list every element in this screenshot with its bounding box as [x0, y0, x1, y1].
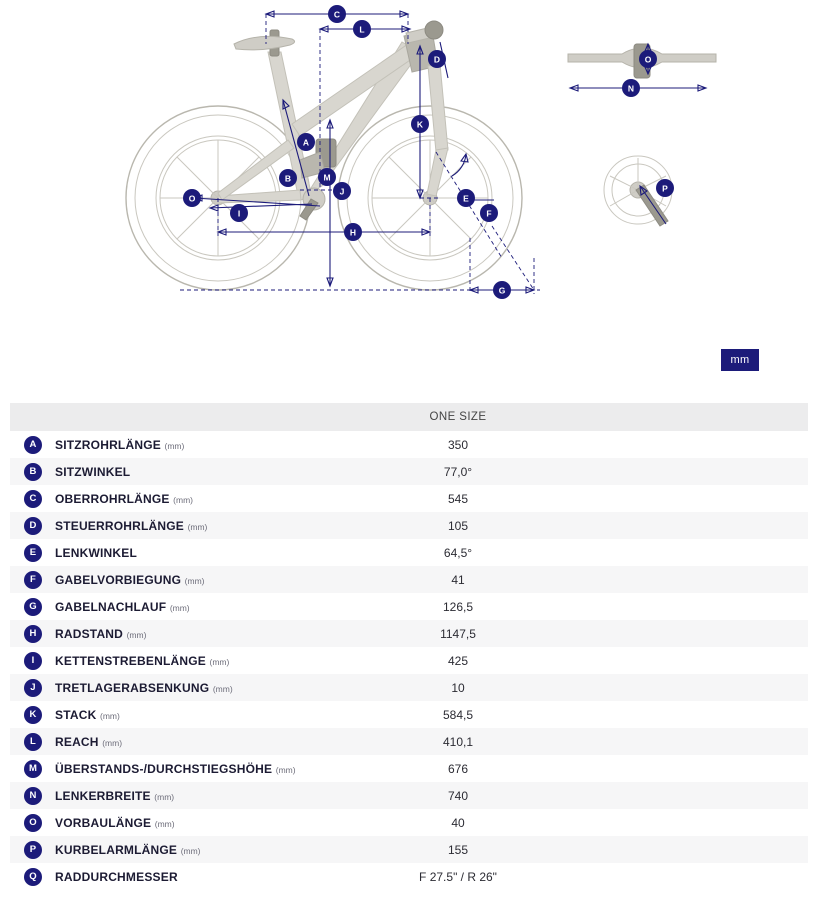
- row-badge-cell: [10, 566, 54, 593]
- callout-A: [297, 133, 315, 151]
- row-badge-cell: [10, 458, 54, 485]
- row-spacer: [608, 566, 808, 593]
- row-badge-cell: [10, 431, 54, 458]
- table-row: [10, 512, 808, 539]
- row-badge-cell: [10, 674, 54, 701]
- row-unit: (mm): [184, 575, 205, 586]
- callout-E: [457, 189, 475, 207]
- svg-text:K: K: [416, 119, 424, 130]
- row-unit: (mm): [209, 656, 230, 667]
- row-label: OBERROHRLÄNGE: [55, 491, 170, 506]
- svg-text:P: P: [662, 183, 668, 194]
- svg-text:B: B: [284, 173, 292, 184]
- header-measure: [10, 403, 308, 431]
- row-unit: (mm): [126, 629, 147, 640]
- row-spacer: [608, 512, 808, 539]
- table-row: [10, 620, 808, 647]
- row-label-cell: [54, 593, 308, 620]
- row-spacer: [608, 539, 808, 566]
- badge-p: P: [24, 841, 42, 859]
- row-label: RADSTAND: [55, 626, 124, 641]
- handlebar-detail: [568, 44, 716, 91]
- callout-B: [279, 169, 297, 187]
- badge-q: Q: [24, 868, 42, 886]
- row-label: GABELVORBIEGUNG: [55, 572, 182, 587]
- row-badge-cell: [10, 593, 54, 620]
- row-label: LENKWINKEL: [55, 545, 137, 560]
- row-spacer: [608, 458, 808, 485]
- badge-m: M: [24, 760, 42, 778]
- row-spacer: [608, 809, 808, 836]
- row-value: 41: [451, 572, 465, 587]
- callout-F: [480, 204, 498, 222]
- header-one-size: ONE SIZE: [308, 403, 608, 431]
- row-spacer: [608, 836, 808, 863]
- row-label: SITZROHRLÄNGE: [55, 437, 161, 452]
- row-spacer: [608, 863, 808, 890]
- row-value: 40: [451, 815, 465, 830]
- row-value: 545: [447, 491, 469, 506]
- svg-text:C: C: [333, 9, 341, 20]
- table-row: [10, 701, 808, 728]
- table-row: [10, 674, 808, 701]
- row-label-cell: [54, 863, 308, 890]
- svg-text:A: A: [302, 137, 310, 148]
- row-value: 350: [447, 437, 469, 452]
- row-badge-cell: [10, 485, 54, 512]
- table-row: [10, 485, 808, 512]
- row-value: 64,5°: [443, 545, 473, 560]
- svg-text:E: E: [463, 193, 469, 204]
- row-label: GABELNACHLAUF: [55, 599, 167, 614]
- table-row: [10, 458, 808, 485]
- svg-text:D: D: [433, 54, 441, 65]
- row-spacer: [608, 620, 808, 647]
- row-unit: (mm): [169, 602, 190, 613]
- row-spacer: [608, 647, 808, 674]
- row-spacer: [608, 728, 808, 755]
- header-spacer: [608, 403, 808, 431]
- row-unit: (mm): [180, 845, 201, 856]
- row-label-cell: [54, 809, 308, 836]
- svg-text:L: L: [359, 24, 365, 35]
- row-label: REACH: [55, 734, 99, 749]
- table-row: [10, 863, 808, 890]
- row-label: RADDURCHMESSER: [55, 869, 178, 884]
- table-row: [10, 728, 808, 755]
- row-badge-cell: [10, 863, 54, 890]
- row-label: TRETLAGERABSENKUNG: [55, 680, 210, 695]
- row-value: 425: [447, 653, 469, 668]
- callout-M: [318, 168, 336, 186]
- row-label-cell: [54, 836, 308, 863]
- badge-c: C: [24, 490, 42, 508]
- row-label: ÜBERSTANDS-/DURCHSTIEGSHÖHE: [55, 761, 273, 776]
- row-badge-cell: [10, 782, 54, 809]
- svg-text:O: O: [188, 193, 196, 204]
- row-label-cell: [54, 485, 308, 512]
- table-row: [10, 809, 808, 836]
- row-badge-cell: [10, 701, 54, 728]
- svg-text:J: J: [339, 186, 345, 197]
- badge-o: O: [24, 814, 42, 832]
- row-unit: (mm): [212, 683, 233, 694]
- svg-text:O: O: [644, 54, 652, 65]
- row-value: 10: [451, 680, 465, 695]
- row-spacer: [608, 485, 808, 512]
- row-badge-cell: [10, 728, 54, 755]
- callout-K: [411, 115, 429, 133]
- row-label: STACK: [55, 707, 97, 722]
- badge-g: G: [24, 598, 42, 616]
- callout-C-top: [328, 5, 346, 23]
- table-row: [10, 782, 808, 809]
- table-row: [10, 431, 808, 458]
- table-head: [10, 403, 808, 431]
- row-unit: (mm): [100, 710, 120, 721]
- callout-O-right: [639, 50, 657, 68]
- geometry-table: [10, 403, 808, 890]
- row-unit: (mm): [173, 494, 193, 505]
- row-value: 126,5: [442, 599, 474, 614]
- row-badge-cell: [10, 512, 54, 539]
- row-label-cell: [54, 647, 308, 674]
- row-unit: (mm): [154, 791, 175, 802]
- callout-P: [656, 179, 674, 197]
- badge-b: B: [24, 463, 42, 481]
- row-label-cell: [54, 620, 308, 647]
- callout-I: [230, 204, 248, 222]
- table-row: [10, 836, 808, 863]
- row-badge-cell: [10, 755, 54, 782]
- callout-G-bottom: [493, 281, 511, 299]
- row-value: 1147,5: [440, 626, 476, 641]
- row-spacer: [608, 674, 808, 701]
- row-label-cell: [54, 458, 308, 485]
- row-unit: (mm): [154, 818, 175, 829]
- row-value: 77,0°: [443, 464, 473, 479]
- row-value: 155: [447, 842, 469, 857]
- svg-text:M: M: [323, 172, 331, 183]
- row-spacer: [608, 782, 808, 809]
- row-spacer: [608, 431, 808, 458]
- badge-d: D: [24, 517, 42, 535]
- row-badge-cell: [10, 620, 54, 647]
- callout-J: [333, 182, 351, 200]
- svg-text:G: G: [498, 285, 506, 296]
- bike-geometry-diagram: [0, 0, 818, 390]
- row-value: 676: [447, 761, 469, 776]
- badge-h: H: [24, 625, 42, 643]
- callout-D: [428, 50, 446, 68]
- badge-k: K: [24, 706, 42, 724]
- row-label: STEUERROHRLÄNGE: [55, 518, 185, 533]
- table-row: [10, 755, 808, 782]
- table-header-row: [10, 403, 808, 431]
- dim-E: [452, 154, 468, 176]
- badge-e: E: [24, 544, 42, 562]
- row-label-cell: [54, 431, 308, 458]
- svg-text:I: I: [237, 208, 241, 219]
- table-row: [10, 539, 808, 566]
- callout-L: [353, 20, 371, 38]
- row-label-cell: [54, 755, 308, 782]
- badge-n: N: [24, 787, 42, 805]
- row-value: 410,1: [442, 734, 474, 749]
- row-spacer: [608, 701, 808, 728]
- callout-N: [622, 79, 640, 97]
- row-unit: (mm): [187, 521, 208, 532]
- table-row: [10, 647, 808, 674]
- badge-l: L: [24, 733, 42, 751]
- svg-text:N: N: [627, 83, 635, 94]
- row-label: SITZWINKEL: [55, 464, 131, 479]
- unit-badge: mm: [721, 349, 759, 371]
- callout-H: [344, 223, 362, 241]
- row-unit: (mm): [102, 737, 123, 748]
- row-value: 105: [447, 518, 469, 533]
- row-label-cell: [54, 701, 308, 728]
- row-label-cell: [54, 674, 308, 701]
- row-label: VORBAULÄNGE: [55, 815, 152, 830]
- row-value: F 27.5" / R 26": [419, 869, 497, 884]
- row-unit: (mm): [275, 764, 296, 775]
- svg-text:H: H: [349, 227, 357, 238]
- row-label-cell: [54, 512, 308, 539]
- row-badge-cell: [10, 647, 54, 674]
- row-label: LENKERBREITE: [55, 788, 151, 803]
- row-label-cell: [54, 539, 308, 566]
- row-badge-cell: [10, 836, 54, 863]
- table-row: [10, 593, 808, 620]
- row-badge-cell: [10, 539, 54, 566]
- row-spacer: [608, 593, 808, 620]
- row-value: 584,5: [442, 707, 474, 722]
- row-label: KURBELARMLÄNGE: [55, 842, 178, 857]
- row-spacer: [608, 755, 808, 782]
- row-badge-cell: [10, 809, 54, 836]
- row-unit: (mm): [164, 440, 185, 451]
- table-body: [10, 431, 808, 890]
- row-label-cell: [54, 566, 308, 593]
- badge-a: A: [24, 436, 42, 454]
- row-label-cell: [54, 728, 308, 755]
- table-row: [10, 566, 808, 593]
- badge-j: J: [24, 679, 42, 697]
- row-label: KETTENSTREBENLÄNGE: [55, 653, 206, 668]
- row-value: 740: [447, 788, 469, 803]
- row-label-cell: [54, 782, 308, 809]
- badge-i: I: [24, 652, 42, 670]
- callout-O-left: [183, 189, 201, 207]
- badge-f: F: [24, 571, 42, 589]
- svg-text:F: F: [486, 208, 492, 219]
